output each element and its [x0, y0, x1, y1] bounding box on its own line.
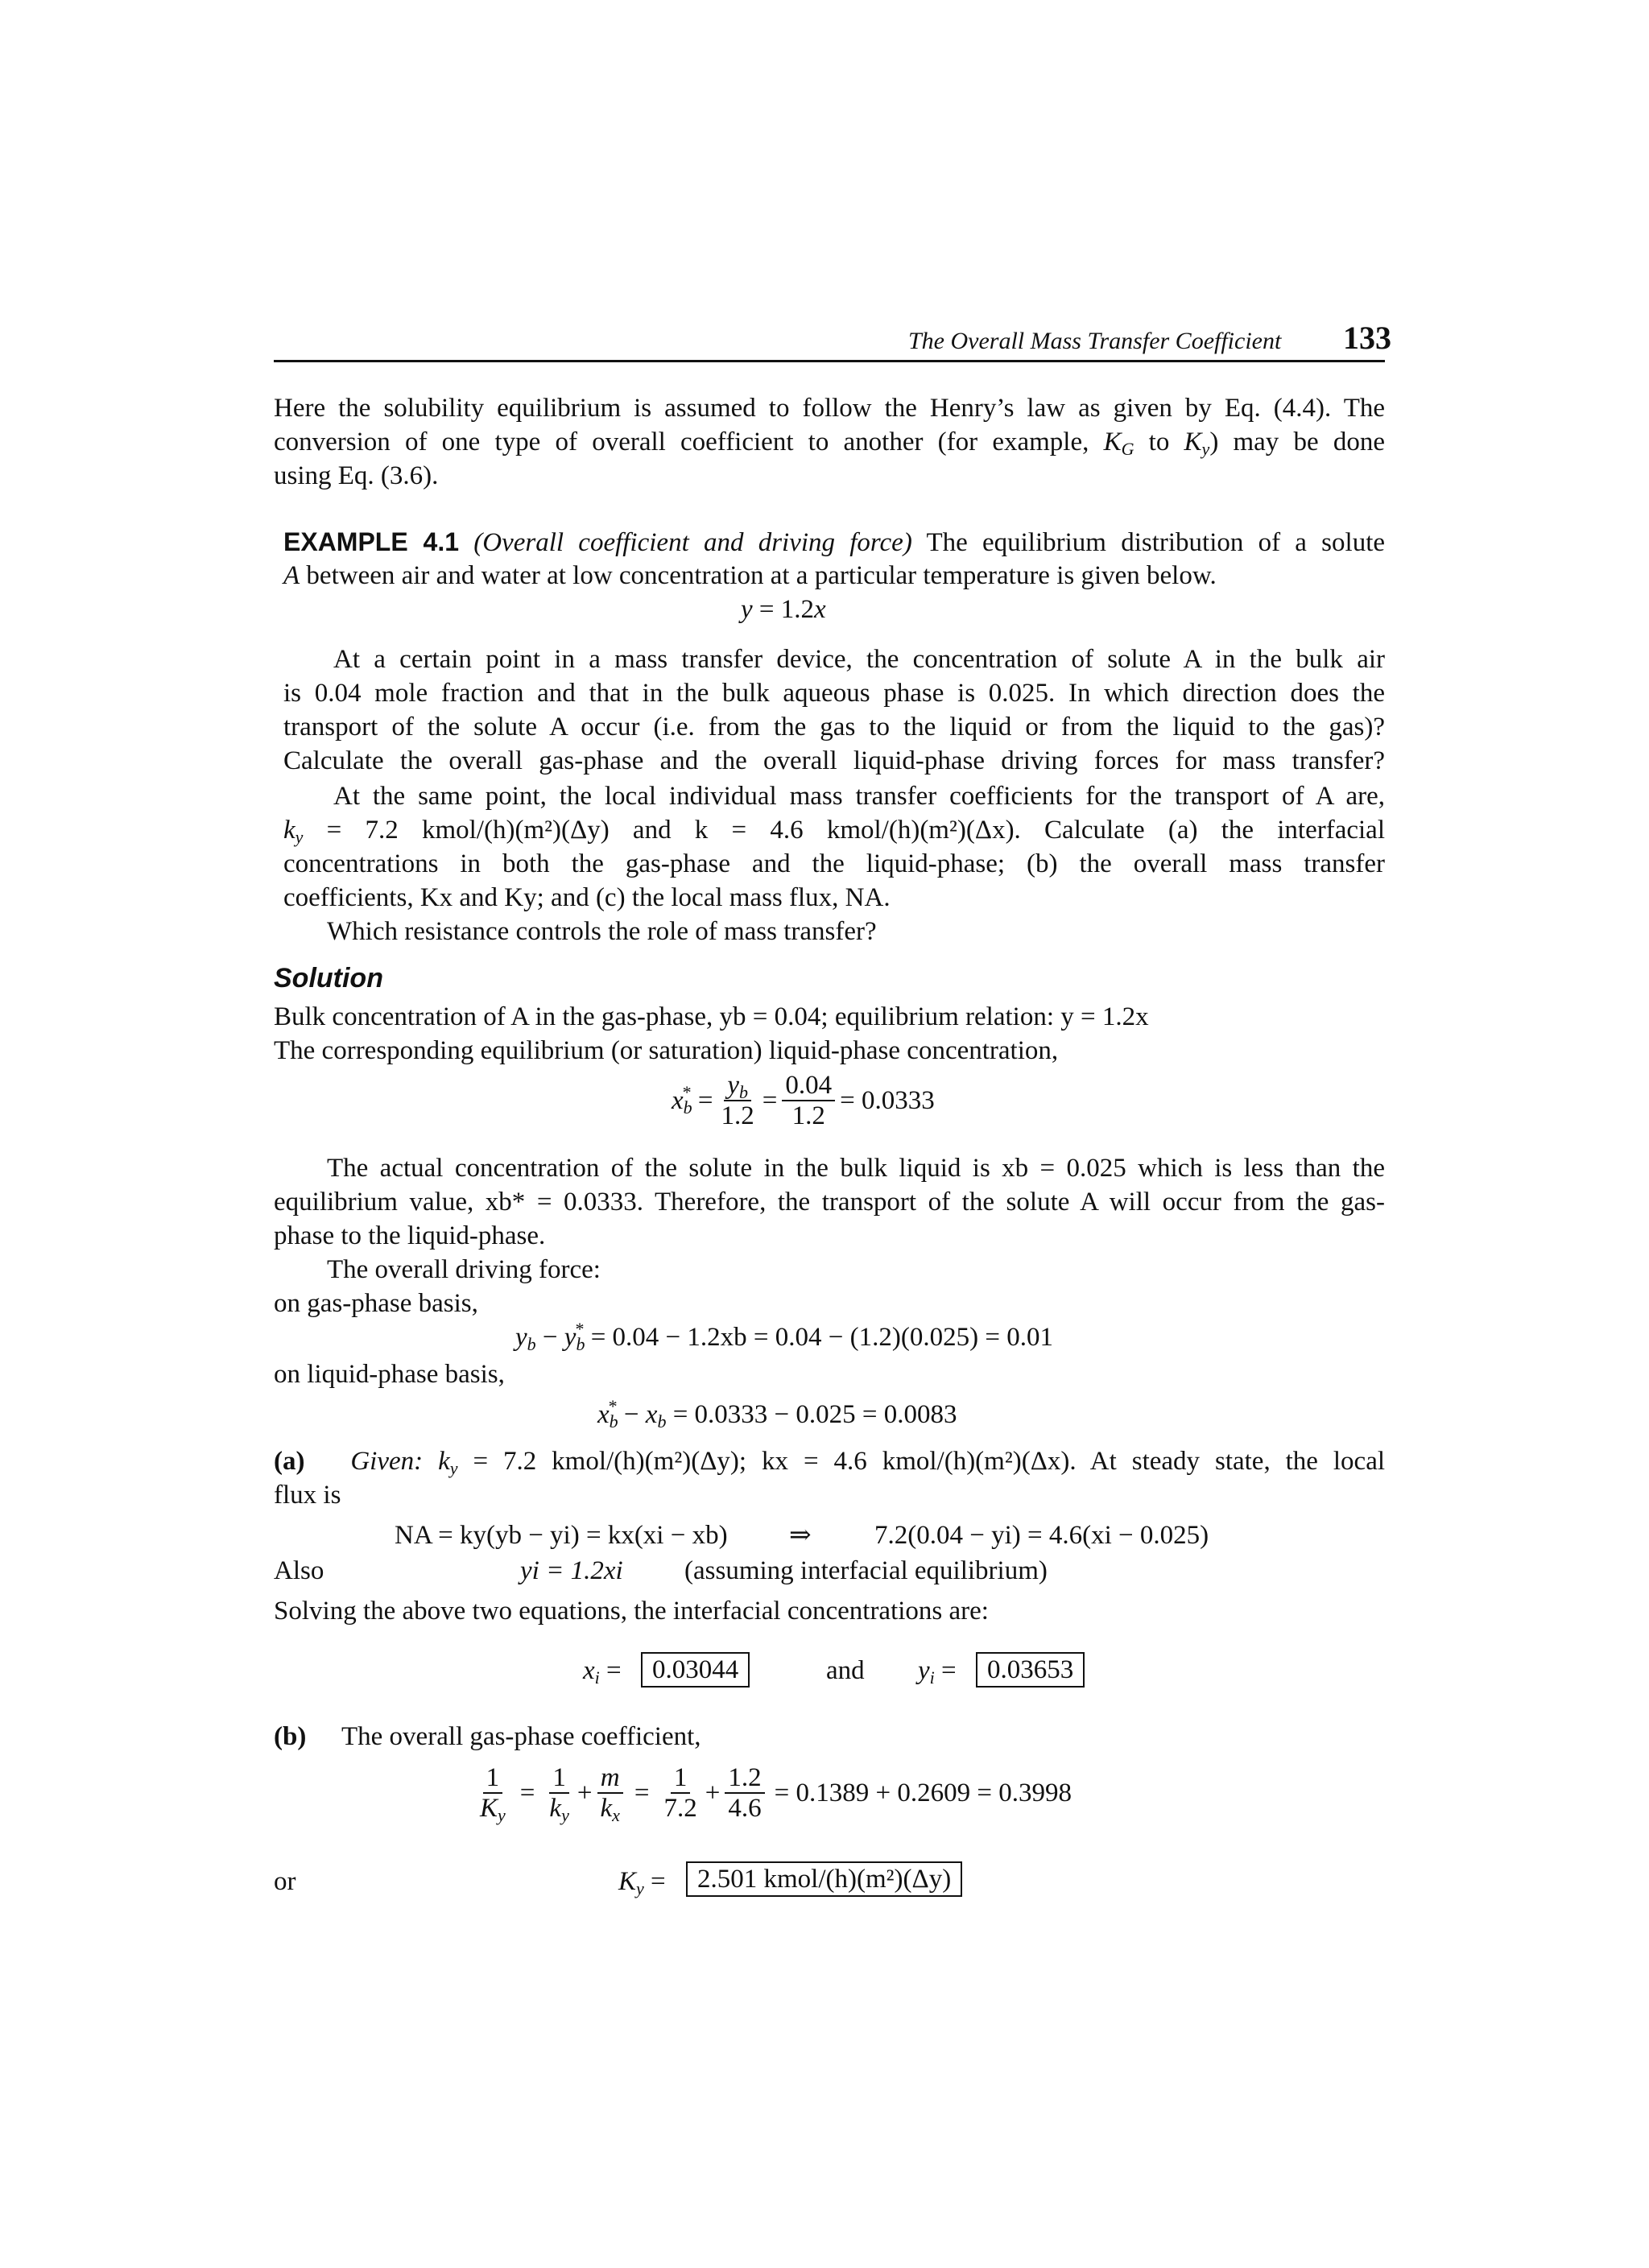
intro-line-3: using Eq. (3.6).	[274, 461, 439, 490]
liquid-basis-label: on liquid-phase basis,	[274, 1360, 505, 1389]
gas-basis-label: on gas-phase basis,	[274, 1289, 478, 1318]
example-p2-l1: At the same point, the local individual mass transfer coefficients for the transport of A are,	[333, 782, 1385, 811]
eq-ky-overall: $\frac{1}{K_y}$ = $\frac{1}{k_y}$ + $\frac{m}{k_x}$ = $\frac{1}{7.2}$ + $\frac{1.2}{4.6}$ = 0.1389 + 0.2609 = 0.3998	[480, 1763, 1072, 1825]
solution-heading: Solution	[274, 963, 383, 994]
eq-xb-star: $x_b^*$ = $\frac{y_b}{1.2}$ = $\frac{0.04}{1.2}$ = 0.0333	[672, 1071, 935, 1130]
eq-yi: yi = 1.2xi	[520, 1556, 623, 1585]
example-p1-l2: is 0.04 mole fraction and that in the bulk aqueous phase is 0.025. In which direction does the	[283, 679, 1385, 708]
example-p2-l5: Which resistance controls the role of mass transfer?	[327, 917, 877, 946]
example-p1-l1: At a certain point in a mass transfer device, the concentration of solute A in the bulk air	[333, 645, 1385, 674]
solution-p3-l3: phase to the liquid-phase.	[274, 1221, 546, 1250]
part-a-line-2: flux is	[274, 1481, 341, 1510]
yi-label: $y_i$ =	[918, 1656, 957, 1688]
solution-line-2: The corresponding equilibrium (or saturation) liquid-phase concentration,	[274, 1036, 1059, 1065]
xi-label: $x_i$ =	[583, 1656, 622, 1688]
example-p2-l3: concentrations in both the gas-phase and the liquid-phase; (b) the overall mass transfer	[283, 849, 1385, 878]
and-label: and	[826, 1656, 865, 1685]
or-label: or	[274, 1867, 296, 1896]
part-a-line-1: (a) Given: $k_y = 7.2$ kmol/(h)(m²)(Δy); kx = 4.6 kmol/(h)(m²)(Δx). At steady state, the local	[274, 1447, 1386, 1478]
solving-line: Solving the above two equations, the interfacial concentrations are:	[274, 1597, 989, 1626]
solution-p3-l1: The actual concentration of the solute in the bulk liquid is xb = 0.025 which is less than the	[327, 1154, 1385, 1183]
example-heading-line: EXAMPLE 4.1 (Overall coefficient and driving force) The equilibrium distribution of a solute	[283, 527, 1386, 557]
page-number: 133	[1343, 320, 1391, 356]
intro-line-2: conversion of one type of overall coefficient to another (for example, $K_G$ to $K_y$) may be done	[274, 428, 1385, 459]
running-title: The Overall Mass Transfer Coefficient	[908, 328, 1282, 354]
eq-gas-driving-force: $y_b - y_b^* = 0.04 - 1.2xb = 0.04 - (1.2)(0.025) = 0.01$	[515, 1319, 1053, 1354]
intro-line-1: Here the solubility equilibrium is assumed to follow the Henry’s law as given by Eq. (4.4). The	[274, 394, 1385, 423]
ky-result-box: 2.501 kmol/(h)(m²)(Δy)	[686, 1861, 962, 1897]
yi-result-box: 0.03653	[976, 1652, 1085, 1688]
xi-result-box: 0.03044	[641, 1652, 750, 1688]
example-label: EXAMPLE 4.1	[283, 527, 460, 556]
part-b-text: The overall gas-phase coefficient,	[341, 1722, 701, 1751]
solution-p3-l2: equilibrium value, xb* = 0.0333. Therefore, the transport of the solute A will occur from the gas-	[274, 1188, 1385, 1217]
example-subtitle: (Overall coefficient and driving force)	[473, 528, 912, 557]
solution-p4: The overall driving force:	[327, 1255, 601, 1284]
eq-flux-arrow: ⇒	[789, 1521, 812, 1550]
also-label: Also	[274, 1556, 324, 1585]
header-rule	[274, 360, 1385, 362]
example-line-2: A between air and water at low concentration at a particular temperature is given below.	[283, 561, 1217, 590]
solution-line-1: Bulk concentration of A in the gas-phase, yb = 0.04; equilibrium relation: y = 1.2x	[274, 1002, 1149, 1031]
eq-flux-left: NA = ky(yb − yi) = kx(xi − xb)	[395, 1521, 728, 1550]
ky-label: $K_y$ =	[618, 1867, 666, 1898]
eq-liquid-driving-force: $x_b^* - x_b = 0.0333 - 0.025 = 0.0083$	[597, 1396, 957, 1431]
example-p2-l4: coefficients, Kx and Ky; and (c) the local mass flux, NA.	[283, 883, 891, 912]
example-p2-l2: $k_y = 7.2$ kmol/(h)(m²)(Δy) and k = 4.6 kmol/(h)(m²)(Δx). Calculate (a) the interfacial	[283, 816, 1386, 847]
example-p1-l4: Calculate the overall gas-phase and the overall liquid-phase driving forces for mass transfer?	[283, 746, 1385, 775]
part-b-label: (b)	[274, 1722, 307, 1751]
equilibrium-equation: y = 1.2x	[741, 595, 826, 624]
eq-flux-right: 7.2(0.04 − yi) = 4.6(xi − 0.025)	[874, 1521, 1209, 1550]
assumption-note: (assuming interfacial equilibrium)	[684, 1556, 1048, 1585]
example-p1-l3: transport of the solute A occur (i.e. from the gas to the liquid or from the liquid to the gas)?	[283, 713, 1385, 742]
